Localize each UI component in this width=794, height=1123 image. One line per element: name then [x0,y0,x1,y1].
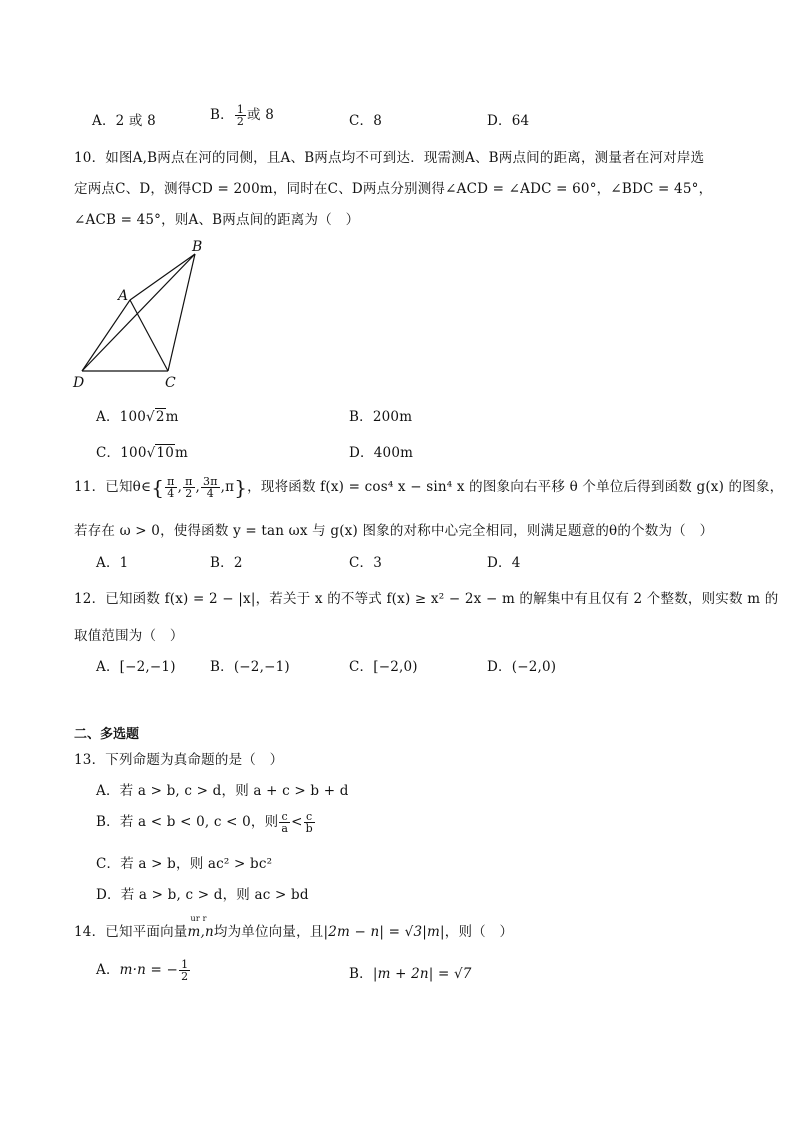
q10-option-d [349,441,413,461]
option-label: A． [96,659,120,675]
set-tail: ,π [220,479,235,495]
option-label: D． [96,887,121,903]
option-label: C． [349,555,374,571]
line-CB [168,254,195,371]
fraction-numerator: 3π [203,475,218,488]
q12-option-a [96,655,176,675]
option-label: A． [96,555,120,571]
q11-option-d [487,551,521,571]
option-label: A． [96,962,120,978]
q13-line-1 [74,748,283,768]
point-label-b: B [192,239,203,255]
option-label: D． [487,659,512,675]
option-text: 4 [511,555,521,571]
line-DB [82,254,195,371]
question-text: 均为单位向量，且 [213,924,324,940]
math-expression: |m + 2n| = √7 [372,966,472,982]
question-text: ，则（ ） [444,924,514,940]
fraction-denominator: 2 [236,115,245,128]
option-text: [−2,−1) [119,659,176,675]
fraction-numerator: 1 [236,103,245,116]
q9-option-b [210,103,274,127]
brace-open: { [151,475,165,500]
fraction-numerator: 1 [181,958,189,971]
operator: < [291,814,303,830]
question-number: 13． [74,752,106,768]
q12-line-2: 取值范围为（ ） [74,628,184,644]
option-text: 2 或 8 [115,113,156,129]
option-label: B． [210,107,234,123]
fraction-numerator: π [185,475,193,488]
q12-option-d [487,655,556,675]
fraction [179,959,190,982]
question-text: 已知平面向量 [105,924,188,940]
fraction [235,104,246,127]
fraction [279,811,290,834]
q14-line-1 [74,914,514,940]
option-label: D． [487,555,512,571]
q11-line-2: 若存在 ω > 0，使得函数 y = tan ωx 与 g(x) 图象的对称中心完全相同，则满足题意的θ的个数为（ ） [74,523,714,539]
question-number: 14． [74,924,106,940]
option-text: 2 [233,555,243,571]
q13-option-b [96,810,316,834]
q10-triangle-figure [70,236,210,390]
q11-option-a [96,551,128,571]
question-text: 下列命题为真命题的是（ ） [105,752,284,768]
option-text: 8 [373,113,383,129]
q11-option-b [210,551,243,571]
option-label: B． [210,555,234,571]
option-label: A． [92,113,116,129]
q9-option-c [349,109,382,129]
option-label: B． [349,409,373,425]
option-label: B． [210,659,234,675]
line-DA [82,300,130,371]
point-label-a: A [118,288,129,304]
option-label: C． [96,856,121,872]
q9-option-a [92,109,156,129]
option-unit: m [175,445,189,461]
question-number: 11． [74,479,106,495]
section-heading: 二、多选题 [74,727,140,742]
question-text: 已知函数 f(x) = 2 − |x|，若关于 x 的不等式 f(x) ≥ x² − 2x − m 的解集中有且仅有 2 个整数，则实数 m 的 [105,591,779,607]
fraction [165,476,176,499]
q13-option-d [96,883,309,903]
q10-line-1 [74,146,704,166]
radicand: 10 [156,445,175,461]
option-label: D． [349,445,374,461]
option-text: 400m [373,445,414,461]
option-label: C． [96,445,121,461]
option-text: 若 a > b, c > d，则 ac > bd [120,887,309,903]
q13-option-a [96,779,349,799]
q12-option-c [349,655,418,675]
fraction-numerator: c [304,811,315,823]
option-label: C． [349,659,374,675]
math-expression: |2m − n| = √3|m| [323,924,445,940]
option-text: 200m [372,409,413,425]
q12-line-1 [74,587,778,607]
radicand: 2 [155,409,165,425]
option-text: 若 a > b, c > d，则 a + c > b + d [119,783,349,799]
option-label: C． [349,113,374,129]
q11-line-1: 11．已知θ∈{ $\frac{\pi}{4}$ , $\frac{\pi}{2}$ , $\frac{3\pi}{4}$ ,π}，现将函数 f(x) = cos⁴ x − sin⁴ x 的图象向右平移 θ 个单位后得到函数 g(x) 的图象， [74,475,784,500]
question-text: ，现将函数 f(x) = cos⁴ x − sin⁴ x 的图象向右平移 θ 个单位后得到函数 g(x) 的图象， [247,479,784,495]
line-AC [130,300,168,371]
option-text: 100 [120,445,147,461]
question-number: 10． [74,150,106,166]
fraction [304,811,315,834]
option-text: 100 [119,409,147,425]
q10-option-b [349,405,412,425]
question-number: 12． [74,591,106,607]
fraction-denominator: 2 [181,970,189,983]
option-text: 1 [119,555,129,571]
brace-close: } [234,475,248,500]
fraction-numerator: c [279,811,290,823]
option-text: (−2,−1) [233,659,290,675]
fraction-denominator: 2 [185,487,193,500]
fraction-denominator: a [281,822,289,835]
option-label: A． [96,409,120,425]
q14-option-b [349,962,472,982]
option-text: 3 [373,555,383,571]
option-text: 若 a > b，则 ac² > bc² [120,856,273,872]
option-label: B． [96,814,120,830]
fraction-denominator: 4 [167,487,175,500]
point-label-c: C [165,375,176,390]
q12-option-b [210,655,290,675]
option-text: 若 a < b < 0, c < 0，则 [119,814,279,830]
question-text: 如图A,B两点在河的同侧，且A、B两点均不可到达．现需测A、B两点间的距离，测量者在河对岸选 [105,150,705,166]
option-text: (−2,0) [511,659,557,675]
fraction-denominator: b [305,822,313,835]
question-text: 已知θ∈ [105,479,152,495]
point-label-d: D [73,375,85,390]
fraction [183,476,194,499]
option-text: [−2,0) [373,659,418,675]
q9-option-d [487,109,529,129]
fraction-numerator: π [167,475,175,488]
q10-option-c: C．100√10m [96,445,189,461]
fraction-denominator: 4 [206,487,214,500]
q10-line-2: 定两点C、D，测得CD = 200m，同时在C、D两点分别测得∠ACD = ∠ADC = 60°，∠BDC = 45°， [74,181,713,197]
vector-arrow-marks: ur r [190,914,207,923]
q11-option-c [349,551,382,571]
option-unit: m [165,409,179,425]
option-label: D． [487,113,512,129]
vector-group [187,914,214,940]
vector-symbols: m,n [187,924,214,940]
option-text: 64 [511,113,530,129]
option-label: A． [96,783,120,799]
q10-option-a: A．100√2m [96,409,179,425]
option-label: B． [349,966,373,982]
math-expression: m·n = − [119,962,179,978]
fraction [201,476,220,499]
q10-line-3: ∠ACB = 45°，则A、B两点间的距离为（ ） [74,212,360,228]
q14-option-a [96,958,191,982]
option-text: 或 8 [247,107,275,123]
line-AB [130,254,195,300]
q13-option-c [96,852,272,872]
